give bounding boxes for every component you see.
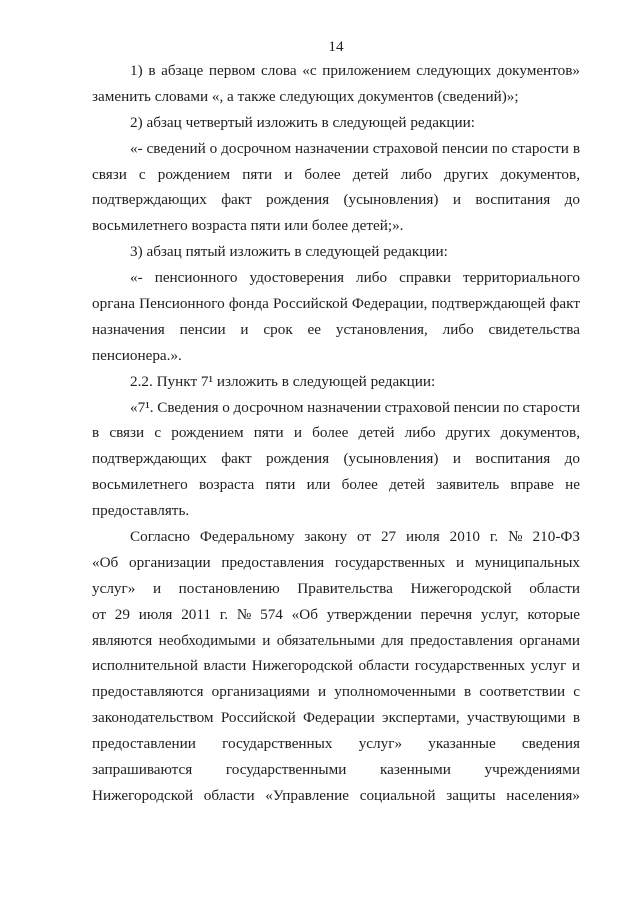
text-line [92,653,580,679]
text-line-content: «Об организации предоставления государственных и муниципальных [92,553,580,571]
text-line [92,162,580,188]
text-line-content: услуг» и постановлению Правительства Нижегородской области [92,579,580,597]
text-line [92,498,580,524]
text-line-content: 3) абзац пятый изложить в следующей редакции: [130,243,448,261]
paragraph-5 [92,265,580,369]
text-line-content: являются необходимыми и обязательными для предоставления органами [92,631,580,649]
paragraph-6 [92,369,580,395]
paragraph-1 [92,58,580,110]
text-line [92,446,580,472]
text-line-content: в связи с рождением пяти и более детей либо других документов, [92,424,580,442]
text-line-content: восьмилетнего возраста пяти или более детей;». [92,217,404,235]
text-line [92,343,580,369]
text-line-content: связи с рождением пяти и более детей либо других документов, [92,165,580,183]
paragraph-2 [92,110,580,136]
text-line [130,136,580,162]
text-line-content: заменить словами «, а также следующих документов (сведений)»; [92,87,519,105]
text-line [92,317,580,343]
text-line [130,524,580,550]
text-line-content: предоставлении государственных услуг» указанные сведения [92,735,580,753]
paragraph-8 [92,524,580,809]
paragraph-4 [92,239,580,265]
text-line-content: запрашиваются государственными казенными учреждениями [92,761,580,779]
text-line-content: от 29 июля 2011 г. № 574 «Об утверждении перечня услуг, которые [92,605,580,623]
text-line [92,679,580,705]
text-line-content: Нижегородской области «Управление социальной защиты населения» [92,786,580,804]
text-line [92,628,580,654]
text-line-content: восьмилетнего возраста пяти или более детей заявитель вправе не [92,476,580,494]
text-line [92,84,580,110]
text-line [92,291,580,317]
text-line [92,705,580,731]
text-line [92,550,580,576]
text-line [92,213,580,239]
text-line-content: законодательством Российской Федерации экспертами, участвующими в [92,709,580,727]
text-line-content: 2.2. Пункт 7¹ изложить в следующей редакции: [130,372,436,390]
page-number: 14 [328,38,344,55]
text-line-content: Согласно Федеральному закону от 27 июля 2010 г. № 210-ФЗ [130,528,580,546]
text-line-content: назначения пенсии и срок ее установления, либо свидетельства [92,320,580,338]
paragraph-3 [92,136,580,240]
text-line [92,602,580,628]
text-line [92,783,580,809]
text-line-content: пенсионера.». [92,346,182,364]
text-line [92,757,580,783]
text-line-content: «- пенсионного удостоверения либо справки территориального [130,269,580,287]
text-line-content: подтверждающих факт рождения (усыновления) и воспитания до [92,450,580,468]
text-line [92,731,580,757]
text-line-content: «7¹. Сведения о досрочном назначении страховой пенсии по старости [130,398,580,416]
text-line [130,239,580,265]
text-line [130,395,580,421]
paragraph-7 [92,395,580,524]
text-line [92,472,580,498]
text-line-content: подтверждающих факт рождения (усыновления) и воспитания до [92,191,580,209]
text-line-content: предоставляются организациями и уполномоченными в соответствии с [92,683,580,701]
text-line [130,110,580,136]
text-line-content: предоставлять. [92,502,190,520]
text-line [130,58,580,84]
text-line [130,265,580,291]
text-line-content: исполнительной власти Нижегородской области государственных услуг и [92,657,580,675]
text-line-content: органа Пенсионного фонда Российской Федерации, подтверждающей факт [92,295,580,313]
text-line-content: «- сведений о досрочном назначении страховой пенсии по старости в [130,139,580,157]
text-line [92,187,580,213]
text-line [92,420,580,446]
text-line [92,576,580,602]
text-line [130,369,580,395]
text-line-content: 2) абзац четвертый изложить в следующей редакции: [130,113,475,131]
text-line-content: 1) в абзаце первом слова «с приложением следующих документов» [130,62,580,79]
document-body [92,58,580,809]
